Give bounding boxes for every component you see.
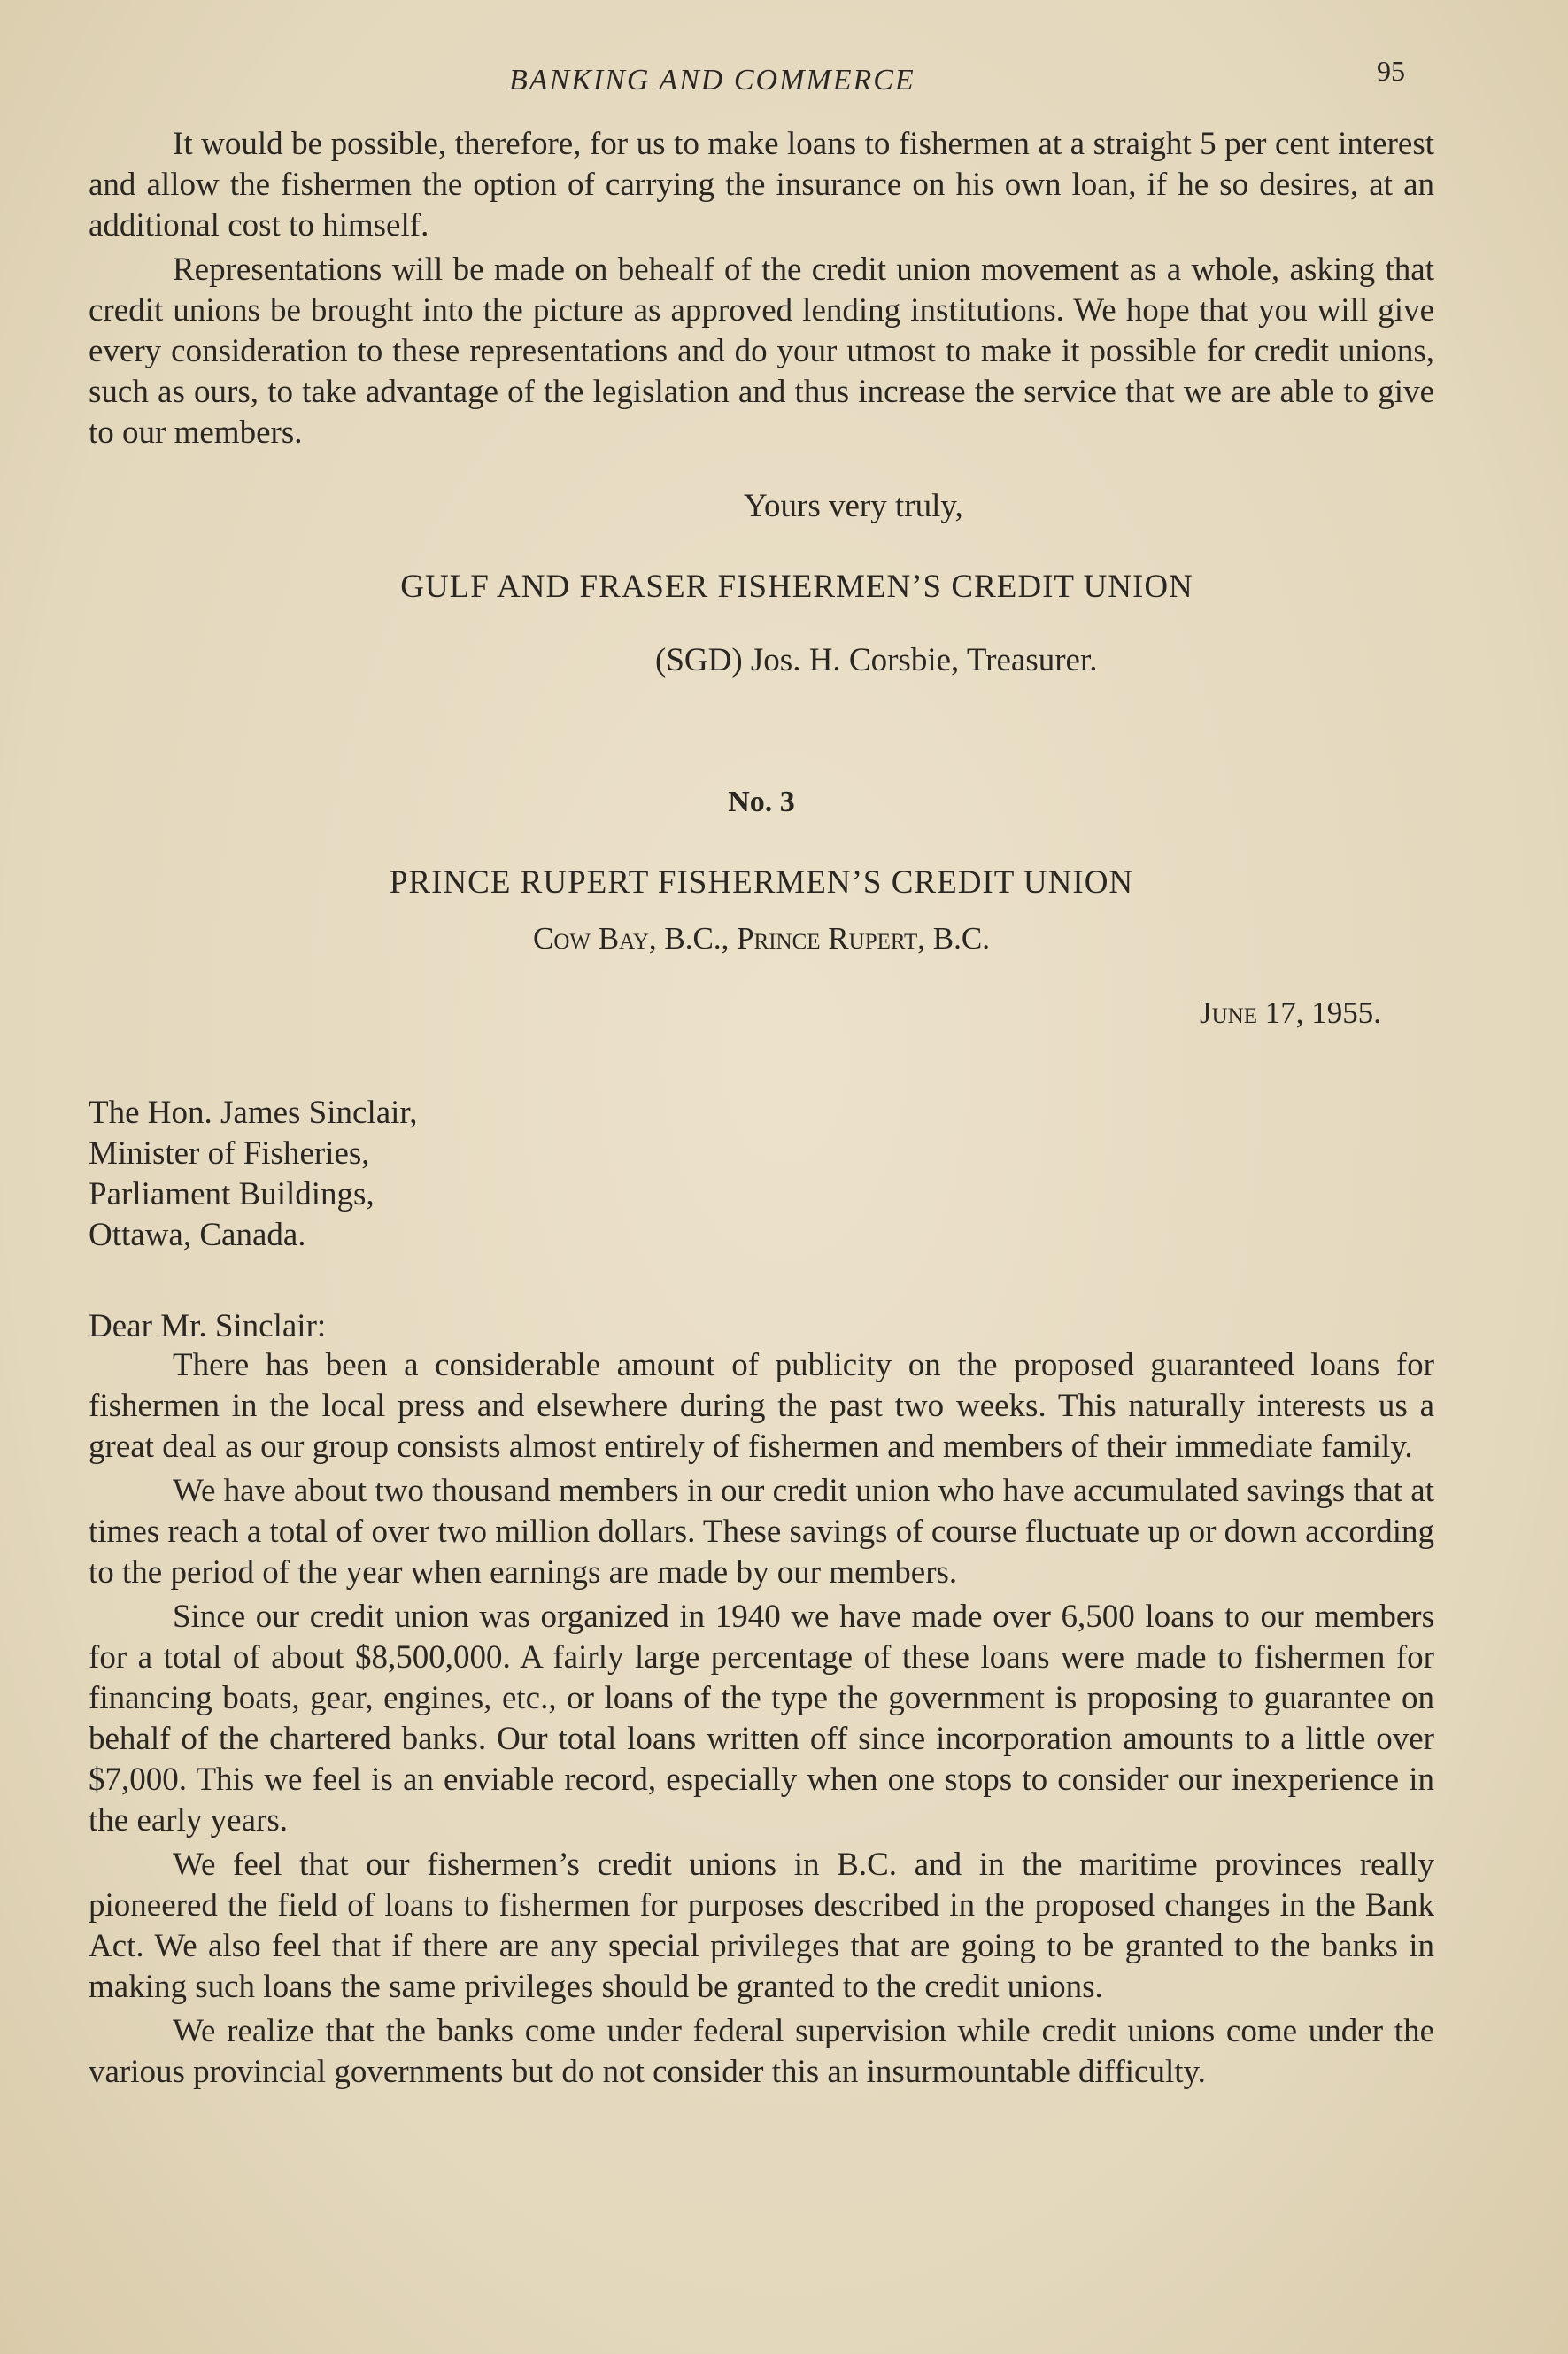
page-number: 95 (1377, 55, 1405, 87)
recipient-block (89, 1093, 1434, 1256)
letter-paragraph-2: We have about two thousand members in our credit union who have accumulated savings that at times reach a total of over two million dollars. These savings of course fluctuate up or down according to the period of the year when earnings are made by our members. (89, 1473, 1434, 1591)
recipient-line: The Hon. James Sinclair, (89, 1095, 418, 1131)
letterhead-organization: PRINCE RUPERT FISHERMEN’S CREDIT UNION (389, 864, 1134, 901)
page-header (0, 55, 1568, 108)
signature-line: (SGD) Jos. H. Corsbie, Treasurer. (655, 642, 1098, 678)
letter-paragraph-5: We realize that the banks come under federal supervision while credit unions come under the various provincial governments but do not consider this an insurmountable difficulty. (89, 2013, 1434, 2090)
closing: Yours very truly, (744, 488, 963, 524)
running-head: BANKING AND COMMERCE (509, 64, 915, 97)
recipient-line: Parliament Buildings, (89, 1176, 375, 1212)
letter-paragraph-4: We feel that our fishermen’s credit unions in B.C. and in the maritime provinces really pioneered the field of loans to fishermen for purposes described in the proposed changes in the Bank Act. We also feel that if there are any special privileges that are going to be granted to the banks in making such loans the same privileges should be granted to the credit unions. (89, 1847, 1434, 2005)
recipient-line: Minister of Fisheries, (89, 1135, 370, 1172)
letter-paragraph-3: Since our credit union was organized in 1940 we have made over 6,500 loans to our members for a total of about $8,500,000. A fairly large percentage of these loans were made to fishermen for financing boats, gear, engines, etc., or loans of the type the government is proposing to guarantee on behalf of the chartered banks. Our total loans written off since incorporation amounts to a little over $7,000. This we feel is an enviable record, especially when one stops to consider our inexperience in the early years. (89, 1599, 1434, 1839)
salutation: Dear Mr. Sinclair: (89, 1308, 327, 1344)
continuation-paragraph-2: Representations will be made on behealf of the credit union movement as a whole, asking that credit unions be brought into the picture as approved lending institutions. We hope that you will give every consideration to these representations and do your utmost to make it possible for credit unions, such as ours, to take advantage of the legislation and thus increase the service that we are able to give to our members. (89, 252, 1434, 451)
recipient-line: Ottawa, Canada. (89, 1217, 306, 1253)
letter-date: June 17, 1955. (1200, 995, 1381, 1030)
continuation-paragraph-1: It would be possible, therefore, for us to make loans to fishermen at a straight 5 per cent interest and allow the fishermen the option of carrying the insurance on his own loan, if he so desires, at an additional cost to himself. (89, 126, 1434, 244)
page-body (89, 124, 1434, 2093)
letterhead-address: Cow Bay, B.C., Prince Rupert, B.C. (532, 921, 990, 956)
letter-number: No. 3 (728, 786, 795, 818)
signatory-organization: GULF AND FRASER FISHERMEN’S CREDIT UNION (400, 569, 1193, 605)
letter-paragraph-1: There has been a considerable amount of publicity on the proposed guaranteed loans for fishermen in the local press and elsewhere during the past two weeks. This naturally interests us a great deal as our group consists almost entirely of fishermen and members of their immediate family. (89, 1347, 1434, 1465)
